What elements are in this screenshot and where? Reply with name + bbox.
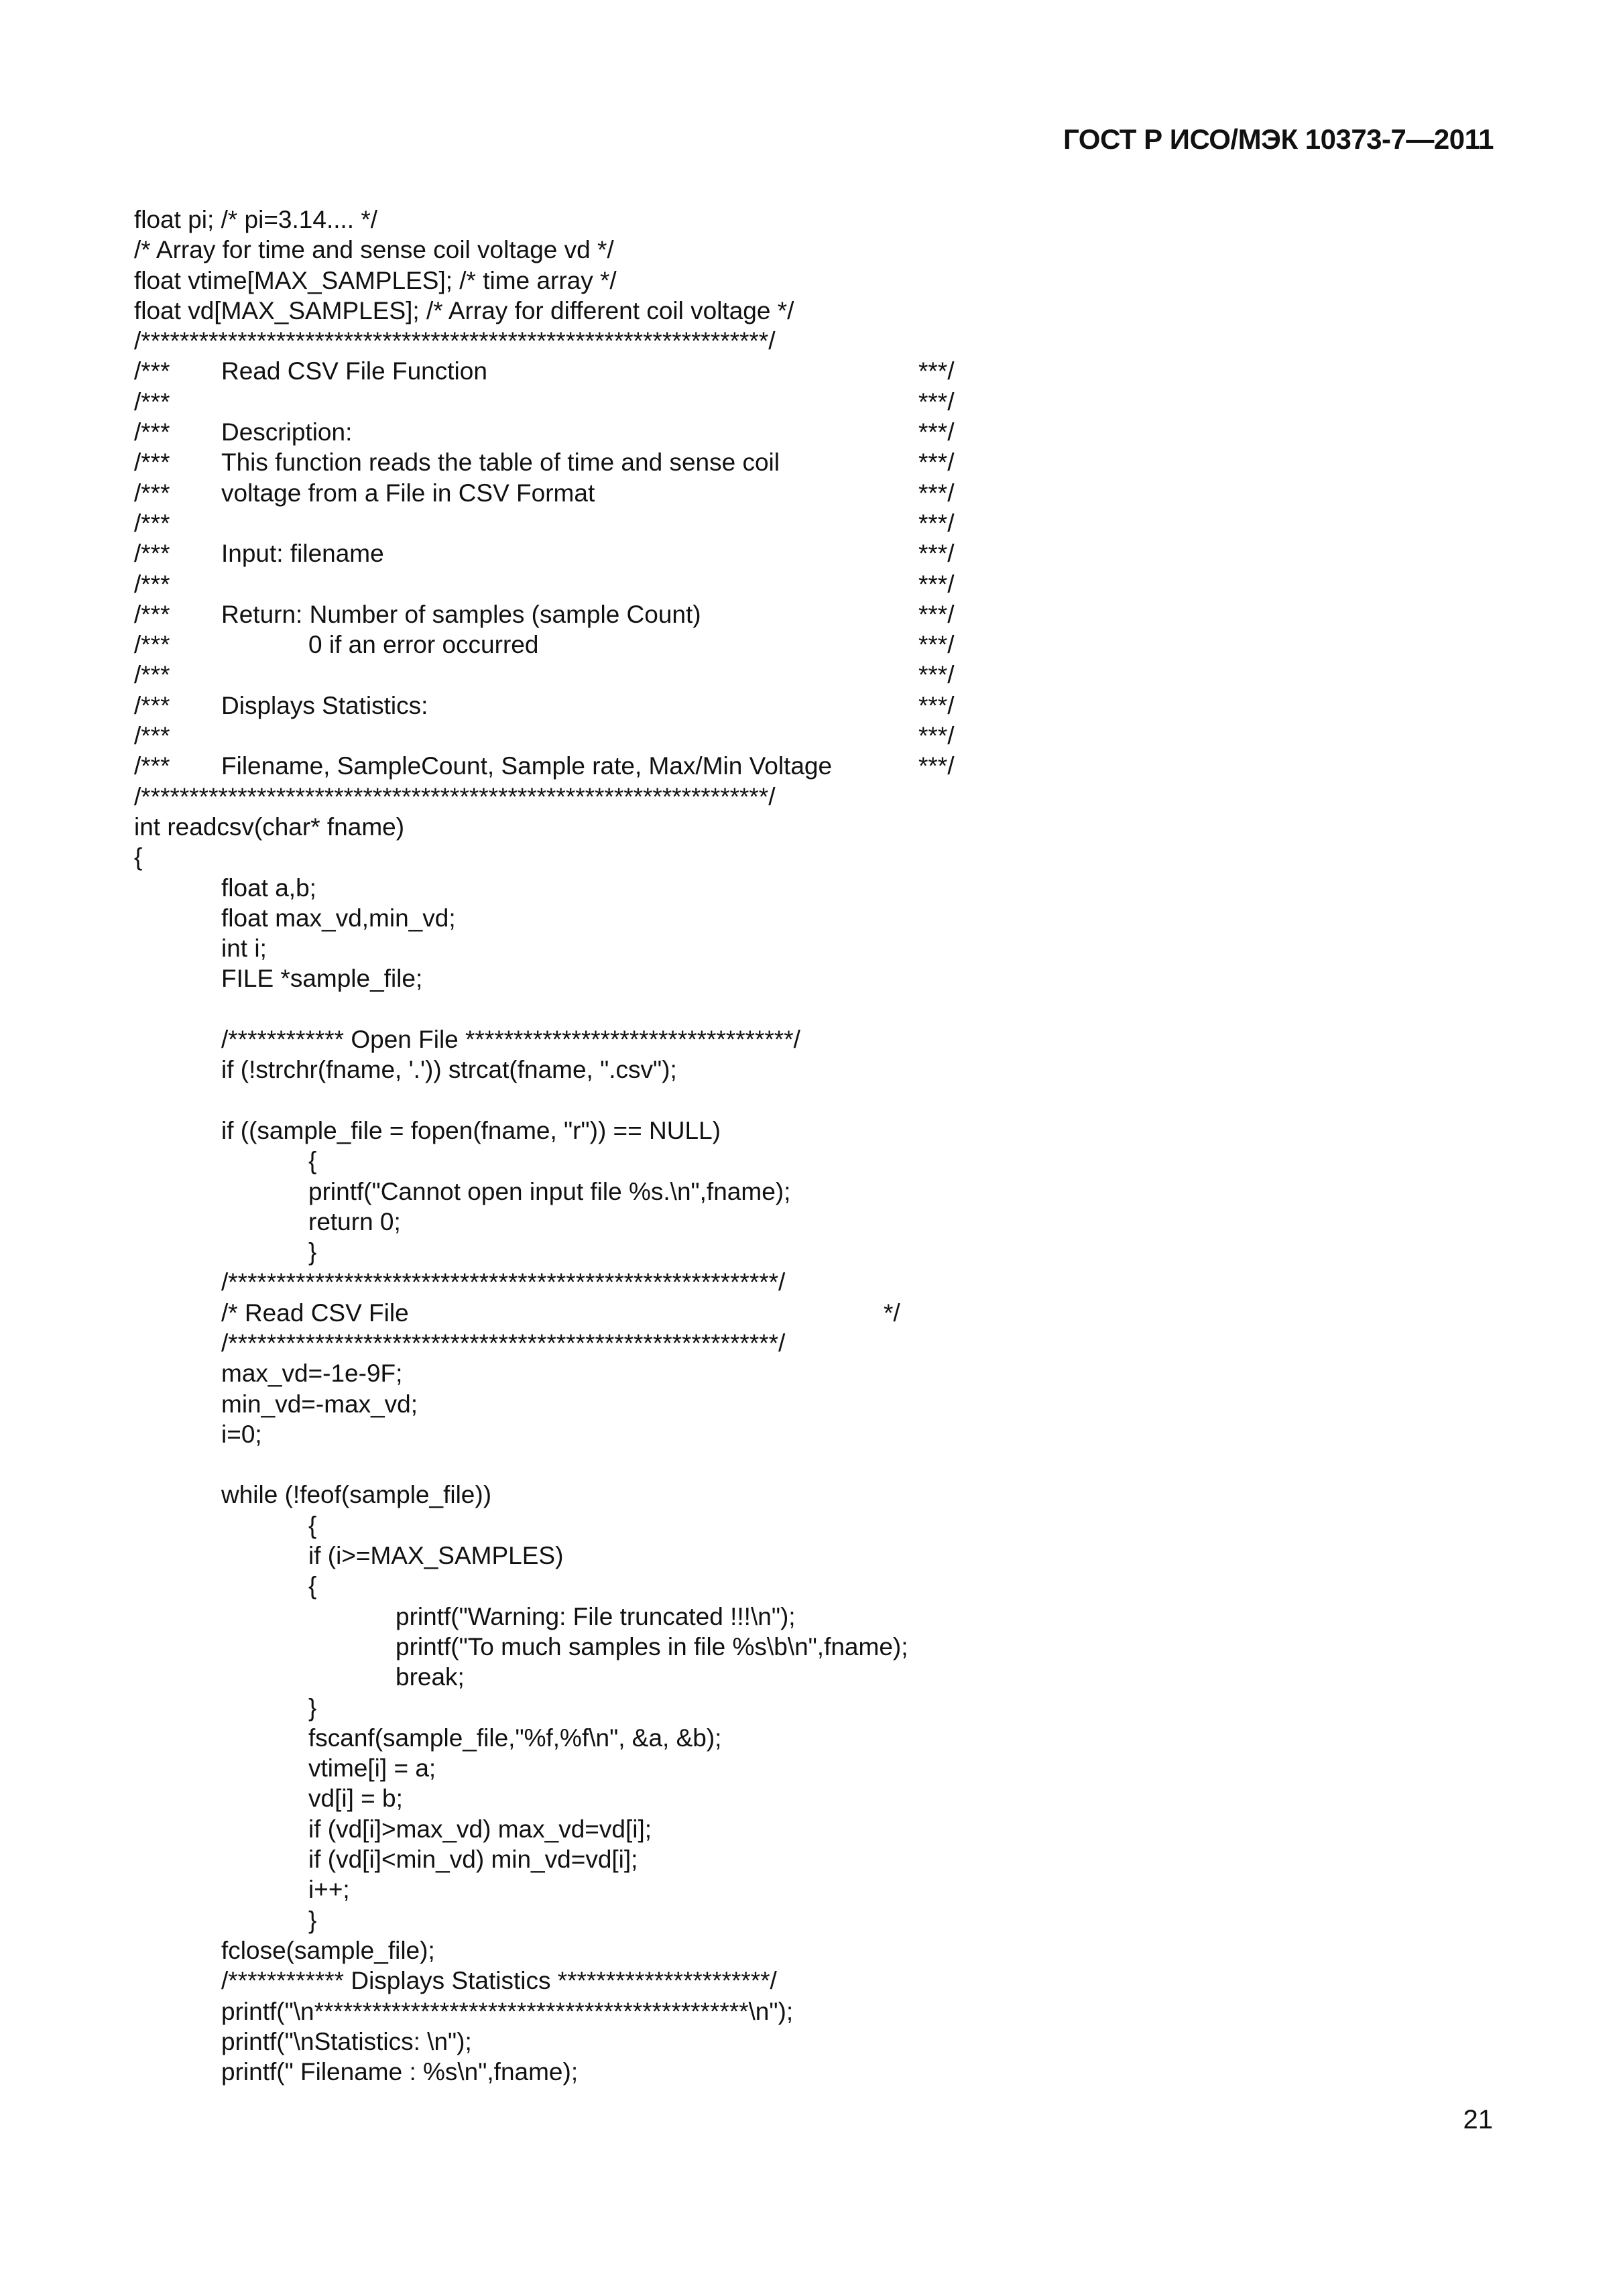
code-text: ***/ [918,418,955,446]
code-line [134,1510,1475,1540]
code-line [134,1783,1475,1813]
code-line [134,1874,1475,1905]
code-text: ***/ [918,357,955,385]
code-text: if ((sample_file = fopen(fname, "r")) == NULL) [221,1116,721,1144]
code-text: /*** [134,722,170,750]
code-line [134,1479,1475,1510]
code-line [134,265,1475,296]
code-text: 0 if an error occurred [308,631,539,659]
code-line [134,1085,1475,1115]
code-line [134,1540,1475,1571]
code-text: /*** [134,479,170,507]
code-text: if (!strchr(fname, '.')) strcat(fname, ".csv"); [221,1056,677,1084]
code-text: /*** [134,752,170,780]
code-line [134,812,1475,842]
code-text: vd[i] = b; [308,1785,403,1813]
code-line [134,933,1475,963]
code-line [134,1966,1475,1996]
code-text: ***/ [918,387,955,416]
code-line [134,782,1475,812]
code-text: Input: filename [221,540,384,568]
code-line [134,326,1475,356]
code-line [134,204,1475,235]
code-text: voltage from a File in CSV Format [221,479,595,507]
code-line [134,417,1475,447]
code-text: /************ Displays Statistics **********************/ [221,1967,777,1995]
code-line [134,721,1475,751]
code-text: ***/ [918,600,955,628]
code-text: max_vd=-1e-9F; [221,1360,403,1388]
code-line [134,356,1475,386]
code-listing [134,204,1475,2087]
code-text: int i; [221,934,267,963]
code-text: ***/ [918,479,955,507]
code-text: /*** [134,418,170,446]
code-text: /*** [134,357,170,385]
code-line [134,508,1475,538]
code-text: /*** [134,570,170,598]
code-text: i++; [308,1876,350,1904]
document-header: ГОСТ Р ИСО/МЭК 10373-7—2011 [1063,123,1494,155]
code-line [134,963,1475,993]
code-text: { [308,1147,317,1175]
code-text: printf(" Filename : %s\n",fname); [221,2058,579,2086]
code-text: ***/ [918,661,955,689]
code-text: float vd[MAX_SAMPLES]; /* Array for different coil voltage */ [134,296,794,324]
code-text: ***/ [918,631,955,659]
code-line [134,2057,1475,2087]
code-line [134,569,1475,599]
code-text: FILE *sample_file; [221,965,423,993]
code-text: printf("\nStatistics: \n"); [221,2027,472,2055]
code-line [134,690,1475,721]
code-text: ***/ [918,540,955,568]
code-text: /*****************************************************************/ [134,327,776,355]
code-line [134,1905,1475,1935]
code-text: return 0; [308,1207,401,1235]
code-line [134,538,1475,568]
code-line [134,873,1475,903]
code-text: Read CSV File Function [221,357,487,385]
code-text: } [308,1238,317,1266]
code-line [134,1449,1475,1479]
code-text: } [308,1906,317,1934]
code-text: Description: [221,418,353,446]
code-text: float max_vd,min_vd; [221,904,456,932]
code-text: float pi; /* pi=3.14.... */ [134,206,378,233]
code-line [134,903,1475,933]
code-text: if (vd[i]<min_vd) min_vd=vd[i]; [308,1846,638,1874]
code-text: ***/ [918,722,955,750]
code-line [134,1996,1475,2027]
code-text: This function reads the table of time and sense coil [221,448,780,477]
code-text: /*****************************************************************/ [134,782,776,810]
code-line [134,1814,1475,1844]
code-text: Return: Number of samples (sample Count) [221,600,701,628]
code-text: { [134,843,143,871]
code-line [134,447,1475,477]
code-text: printf("Cannot open input file %s.\n",fname); [308,1177,791,1205]
code-text: fclose(sample_file); [221,1936,435,1964]
code-text: /*** [134,448,170,477]
code-text: /*** [134,631,170,659]
code-line [134,751,1475,781]
code-text: min_vd=-max_vd; [221,1390,418,1418]
code-line [134,478,1475,508]
code-text: { [308,1511,317,1539]
code-text: /*** [134,387,170,416]
code-line [134,1328,1475,1358]
code-text: ***/ [918,691,955,719]
code-text: if (i>=MAX_SAMPLES) [308,1542,564,1570]
code-line [134,1267,1475,1297]
code-text: int readcsv(char* fname) [134,812,405,841]
code-text: float vtime[MAX_SAMPLES]; /* time array */ [134,266,617,294]
code-text: /*********************************************************/ [221,1329,786,1357]
code-line [134,1935,1475,1966]
code-line [134,387,1475,417]
code-text: /* Read CSV File [221,1298,409,1327]
code-line [134,660,1475,690]
code-line [134,994,1475,1024]
code-text: /*** [134,540,170,568]
code-line [134,1632,1475,1662]
code-text: /*** [134,600,170,628]
code-line [134,1693,1475,1723]
code-text: /*** [134,661,170,689]
code-line [134,1389,1475,1419]
code-line [134,1237,1475,1267]
code-line [134,1146,1475,1176]
code-text: printf("To much samples in file %s\b\n",fname); [396,1632,908,1660]
code-line [134,629,1475,660]
code-line [134,1662,1475,1692]
code-line [134,296,1475,326]
code-text: i=0; [221,1420,262,1448]
code-line [134,1571,1475,1601]
code-text: ***/ [918,509,955,537]
code-text: ***/ [918,752,955,780]
page-number: 21 [1463,2105,1493,2134]
code-text: printf("\n*********************************************\n"); [221,1997,794,2025]
code-text: /*** [134,691,170,719]
code-line [134,2027,1475,2057]
code-line [134,1723,1475,1753]
code-text: float a,b; [221,873,316,902]
code-text: ***/ [918,448,955,477]
code-line [134,1024,1475,1054]
code-text: /* Array for time and sense coil voltage vd */ [134,236,614,264]
code-text: Displays Statistics: [221,691,428,719]
code-text: Filename, SampleCount, Sample rate, Max/Min Voltage [221,752,833,780]
code-line [134,1844,1475,1874]
code-text: break; [396,1663,465,1691]
code-line [134,1419,1475,1449]
code-text: /*********************************************************/ [221,1268,786,1296]
code-line [134,1207,1475,1237]
code-text: while (!feof(sample_file)) [221,1481,492,1509]
code-line [134,1054,1475,1085]
code-text: */ [884,1298,900,1327]
code-line [134,842,1475,872]
code-line [134,1753,1475,1783]
code-line [134,1358,1475,1388]
code-text: { [308,1572,317,1600]
code-text: printf("Warning: File truncated !!!\n"); [396,1602,796,1630]
code-text: } [308,1693,317,1721]
code-line [134,599,1475,629]
code-line [134,1298,1475,1328]
code-line [134,1602,1475,1632]
code-text: ***/ [918,570,955,598]
code-text: /************ Open File **********************************/ [221,1026,800,1054]
code-line [134,1115,1475,1146]
code-text: vtime[i] = a; [308,1754,436,1783]
code-text: /*** [134,509,170,537]
code-text: fscanf(sample_file,"%f,%f\n", &a, &b); [308,1724,722,1752]
code-line [134,235,1475,265]
code-text: if (vd[i]>max_vd) max_vd=vd[i]; [308,1815,652,1843]
code-line [134,1176,1475,1207]
